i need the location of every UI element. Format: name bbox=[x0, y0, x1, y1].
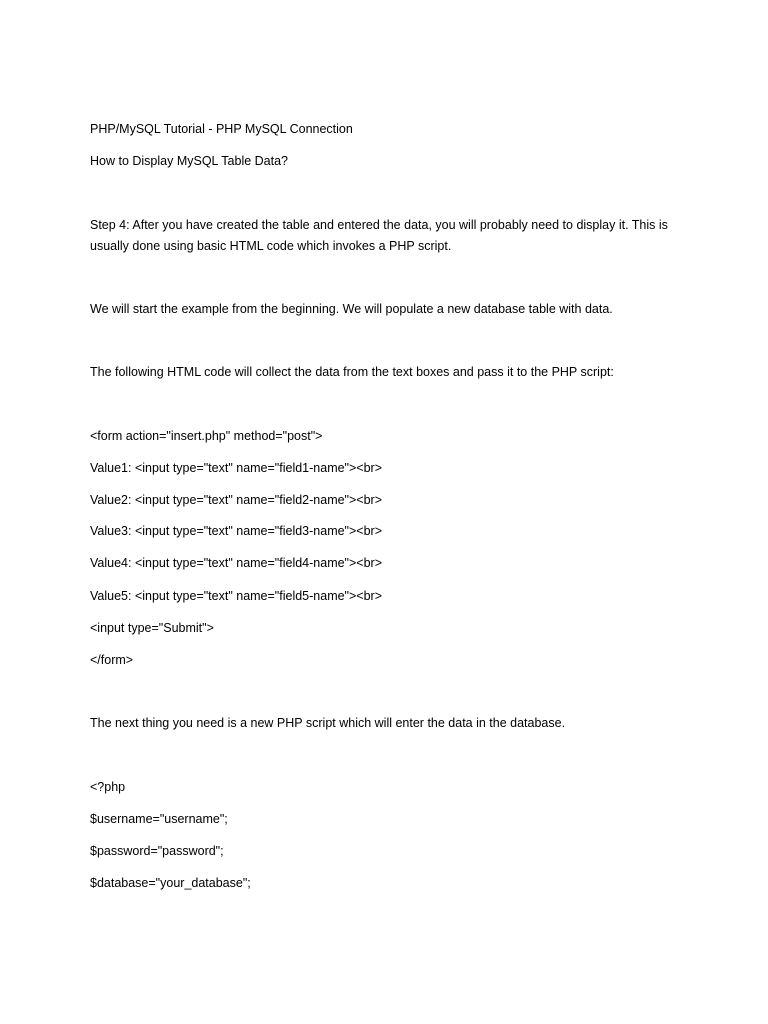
php-intro-paragraph: The next thing you need is a new PHP script which will enter the data in the database. bbox=[90, 716, 566, 730]
code-line: $password="password"; bbox=[90, 844, 224, 858]
html-intro-paragraph: The following HTML code will collect the data from the text boxes and pass it to the PHP script: bbox=[90, 365, 614, 379]
step4-paragraph: Step 4: After you have created the table and entered the data, you will probably need to display it. This is usually done using basic HTML code which invokes a PHP script. bbox=[90, 218, 668, 253]
code-line: Value5: <input type="text" name="field5-name"><br> bbox=[90, 589, 383, 603]
code-line: Value1: <input type="text" name="field1-name"><br> bbox=[90, 461, 383, 475]
code-line: Value3: <input type="text" name="field3-name"><br> bbox=[90, 524, 383, 538]
code-line: <input type="Submit"> bbox=[90, 621, 214, 635]
code-line: </form> bbox=[90, 653, 134, 667]
code-line: <?php bbox=[90, 780, 126, 794]
document-subtitle: How to Display MySQL Table Data? bbox=[90, 154, 289, 168]
code-line: Value4: <input type="text" name="field4-name"><br> bbox=[90, 556, 383, 570]
code-line: $database="your_database"; bbox=[90, 876, 251, 890]
document-title: PHP/MySQL Tutorial - PHP MySQL Connection bbox=[90, 122, 353, 136]
code-line: Value2: <input type="text" name="field2-name"><br> bbox=[90, 493, 383, 507]
intro-paragraph: We will start the example from the beginning. We will populate a new database table with data. bbox=[90, 302, 613, 316]
code-line: <form action="insert.php" method="post"> bbox=[90, 429, 323, 443]
code-line: $username="username"; bbox=[90, 812, 228, 826]
